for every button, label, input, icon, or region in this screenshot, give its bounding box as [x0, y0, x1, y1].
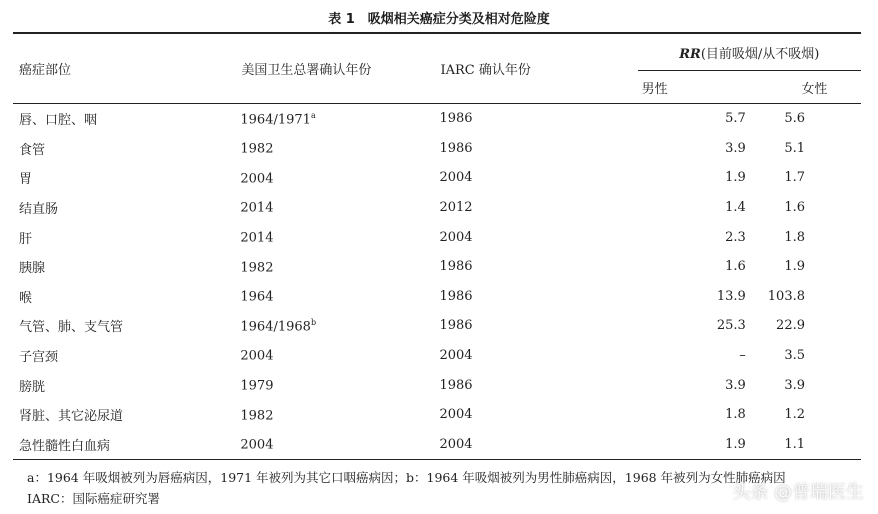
- table-title: 表 1 吸烟相关癌症分类及相对危险度: [328, 12, 550, 27]
- table-row: [13, 341, 861, 371]
- cell-rr-male: [638, 430, 768, 460]
- table-row: [13, 134, 861, 164]
- table-row: [13, 252, 861, 282]
- cell-rr-male: [638, 252, 768, 282]
- cell-iarc-year-text: 1986: [439, 288, 473, 304]
- cell-iarc-year-text: 1986: [439, 111, 473, 127]
- cell-rr-female: [768, 282, 861, 312]
- cell-rr-female-text: 1.7: [784, 170, 805, 186]
- cell-rr-female-text: 103.8: [767, 288, 805, 304]
- cell-site-text: 急性髓性白血病: [19, 438, 111, 454]
- footnote-1: a：1964 年吸烟被列为唇癌病因，1971 年被列为其它口咽癌病因；b：1964 年吸烟被列为男性肺癌病因，1968 年被列为女性肺癌病因: [27, 470, 786, 485]
- header-site: 癌症部位: [13, 33, 240, 104]
- cell-usa-year-text: 2004: [240, 171, 274, 187]
- cell-site: [13, 282, 240, 312]
- cell-rr-female: [768, 252, 861, 282]
- cell-site: [13, 370, 240, 400]
- cell-iarc-year: [439, 282, 637, 312]
- table-row: [13, 193, 861, 223]
- table-row: [13, 370, 861, 400]
- cell-iarc-year: [439, 400, 637, 430]
- header-rr: [638, 33, 861, 71]
- header-rr-label: RR: [679, 46, 701, 62]
- cell-usa-year: [240, 163, 439, 193]
- table-row: [13, 311, 861, 341]
- watermark: 头条 @普瑞医生: [732, 482, 864, 503]
- cell-usa-year: [240, 252, 439, 282]
- cell-rr-female: [768, 163, 861, 193]
- cell-rr-male: [638, 163, 768, 193]
- table-row: [13, 222, 861, 252]
- cell-usa-year-text: 2004: [240, 437, 274, 453]
- cell-rr-female: [768, 222, 861, 252]
- table-row: [13, 104, 861, 134]
- cell-iarc-year: [439, 341, 637, 371]
- cell-site: [13, 430, 240, 460]
- cell-iarc-year: [439, 370, 637, 400]
- cell-usa-year-text: 1982: [240, 407, 274, 423]
- cell-site: [13, 341, 240, 371]
- cell-site-text: 食管: [19, 142, 46, 158]
- footnote-marker: b: [310, 317, 317, 327]
- cell-site: [13, 104, 240, 134]
- cell-site: [13, 400, 240, 430]
- cell-site-text: 子宫颈: [19, 350, 59, 366]
- cell-usa-year: [240, 400, 439, 430]
- footnote-marker: a: [310, 110, 316, 120]
- cell-usa-year-text: 1964: [240, 289, 274, 305]
- cell-rr-male-text: 3.9: [725, 140, 746, 156]
- cell-site: [13, 222, 240, 252]
- cell-site: [13, 134, 240, 164]
- cell-usa-year-text: 1982: [240, 141, 274, 157]
- cell-site-text: 肾脏、其它泌尿道: [19, 409, 124, 425]
- cell-iarc-year: [439, 222, 637, 252]
- footnote-2: IARC：国际癌症研究署: [27, 491, 160, 506]
- cell-iarc-year-text: 2004: [439, 170, 473, 186]
- cell-site-text: 胰腺: [19, 261, 46, 277]
- cell-site: [13, 163, 240, 193]
- cell-rr-male-text: 1.6: [725, 259, 746, 275]
- cell-rr-female: [768, 311, 861, 341]
- cell-usa-year: [240, 370, 439, 400]
- cell-rr-female-text: 3.5: [784, 348, 805, 364]
- cell-rr-male: [638, 370, 768, 400]
- cell-rr-female: [768, 134, 861, 164]
- cell-site-text: 胃: [19, 172, 33, 188]
- cell-rr-male-text: 1.8: [725, 407, 746, 423]
- cell-site-text: 结直肠: [19, 202, 59, 218]
- cell-usa-year-text: 1964/1968: [240, 319, 311, 335]
- cell-site: [13, 193, 240, 223]
- cell-usa-year: [240, 341, 439, 371]
- table-row: [13, 163, 861, 193]
- cell-site-text: 气管、肺、支气管: [19, 320, 124, 336]
- cell-iarc-year-text: 2004: [439, 348, 473, 364]
- cell-iarc-year: [439, 134, 637, 164]
- cell-rr-female-text: 1.8: [784, 229, 805, 245]
- cell-rr-male-text: –: [739, 348, 746, 364]
- cell-rr-male-text: 1.9: [725, 436, 746, 452]
- cell-iarc-year-text: 1986: [439, 259, 473, 275]
- cell-rr-female-text: 3.9: [784, 377, 805, 393]
- cell-iarc-year-text: 1986: [439, 140, 473, 156]
- cell-iarc-year-text: 2004: [439, 229, 473, 245]
- header-male: 男性: [638, 71, 768, 104]
- cell-rr-male-text: 3.9: [725, 377, 746, 393]
- cell-rr-male-text: 5.7: [725, 111, 746, 127]
- cancer-risk-table: [13, 32, 861, 460]
- cell-rr-male: [638, 193, 768, 223]
- cell-rr-male: [638, 104, 768, 134]
- cell-rr-female: [768, 400, 861, 430]
- cell-rr-female-text: 22.9: [776, 318, 805, 334]
- cell-site: [13, 311, 240, 341]
- cell-rr-male-text: 13.9: [716, 288, 746, 304]
- cell-usa-year-text: 2014: [240, 230, 274, 246]
- cell-usa-year-text: 1982: [240, 259, 274, 275]
- cell-rr-male: [638, 222, 768, 252]
- cell-usa-year: [240, 222, 439, 252]
- cell-iarc-year-text: 2004: [439, 436, 473, 452]
- header-female: 女性: [768, 71, 861, 104]
- cell-rr-female: [768, 104, 861, 134]
- cell-site-text: 喉: [19, 290, 33, 306]
- cell-rr-female: [768, 193, 861, 223]
- cell-rr-male: [638, 400, 768, 430]
- cell-iarc-year: [439, 311, 637, 341]
- cell-rr-female-text: 1.6: [784, 200, 805, 216]
- cell-rr-male-text: 2.3: [725, 229, 746, 245]
- cell-rr-male: [638, 134, 768, 164]
- cell-rr-male: [638, 282, 768, 312]
- cell-site-text: 唇、口腔、咽: [19, 113, 98, 129]
- cell-rr-female-text: 1.9: [784, 259, 805, 275]
- table-row: [13, 400, 861, 430]
- cell-rr-male-text: 1.4: [725, 200, 746, 216]
- cell-site-text: 膀胱: [19, 379, 46, 395]
- cell-usa-year-text: 1979: [240, 378, 274, 394]
- cell-rr-female-text: 5.6: [784, 111, 805, 127]
- cell-rr-male: [638, 341, 768, 371]
- cell-usa-year: [240, 104, 439, 134]
- cell-usa-year: [240, 282, 439, 312]
- table-row: [13, 282, 861, 312]
- cell-iarc-year-text: 1986: [439, 318, 473, 334]
- cell-iarc-year-text: 1986: [439, 377, 473, 393]
- cell-site: [13, 252, 240, 282]
- cell-rr-male: [638, 311, 768, 341]
- cell-usa-year: [240, 430, 439, 460]
- cell-site-text: 肝: [19, 231, 33, 247]
- cell-rr-female-text: 5.1: [784, 140, 805, 156]
- cell-rr-male-text: 25.3: [716, 318, 746, 334]
- cell-rr-female: [768, 370, 861, 400]
- cell-iarc-year: [439, 193, 637, 223]
- cell-usa-year: [240, 193, 439, 223]
- cell-iarc-year: [439, 163, 637, 193]
- cell-usa-year-text: 1964/1971: [240, 111, 311, 127]
- cell-iarc-year-text: 2012: [439, 200, 473, 216]
- cell-iarc-year: [439, 252, 637, 282]
- table-row: [13, 430, 861, 460]
- cell-usa-year: [240, 311, 439, 341]
- cell-rr-female-text: 1.2: [784, 407, 805, 423]
- cell-rr-female: [768, 341, 861, 371]
- header-usa-year: 美国卫生总署确认年份: [240, 33, 439, 104]
- cell-rr-male-text: 1.9: [725, 170, 746, 186]
- cell-usa-year-text: 2004: [240, 348, 274, 364]
- cell-iarc-year-text: 2004: [439, 407, 473, 423]
- cell-rr-female-text: 1.1: [784, 436, 805, 452]
- header-rr-suffix: (目前吸烟/从不吸烟): [700, 46, 820, 62]
- cell-iarc-year: [439, 104, 637, 134]
- cell-iarc-year: [439, 430, 637, 460]
- cell-usa-year-text: 2014: [240, 200, 274, 216]
- cell-usa-year: [240, 134, 439, 164]
- header-iarc-year: IARC 确认年份: [439, 33, 637, 104]
- cell-rr-female: [768, 430, 861, 460]
